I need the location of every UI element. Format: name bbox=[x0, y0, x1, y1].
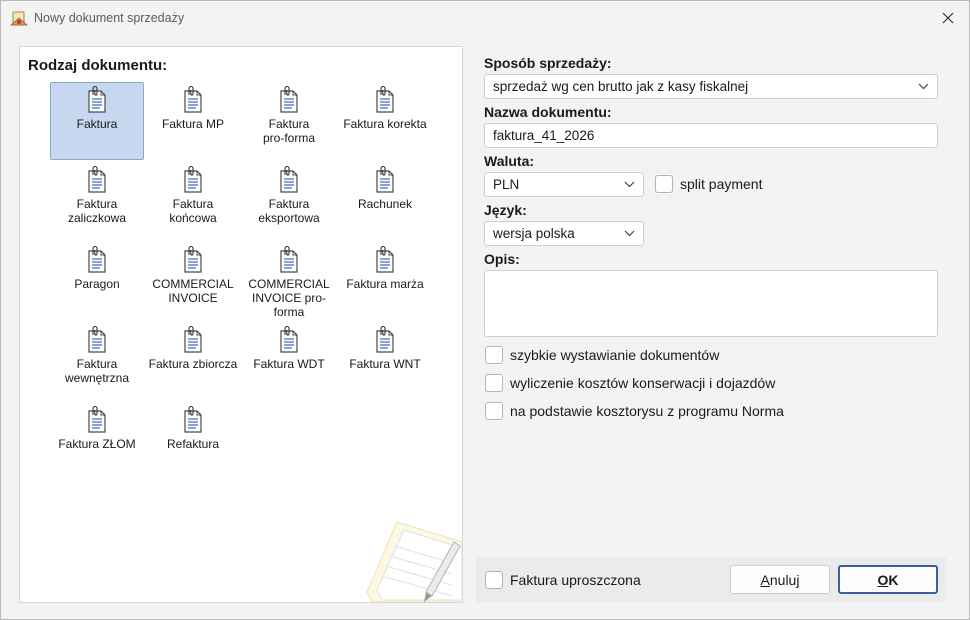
notepad-pen-icon bbox=[342, 482, 462, 602]
doc-name-label: Nazwa dokumentu: bbox=[484, 104, 612, 120]
description-textarea[interactable] bbox=[484, 270, 938, 337]
chevron-down-icon bbox=[918, 82, 929, 91]
document-clip-icon bbox=[87, 326, 107, 354]
document-clip-icon bbox=[279, 326, 299, 354]
document-type-tile[interactable] bbox=[242, 162, 336, 240]
language-select[interactable] bbox=[484, 221, 644, 246]
document-type-label: Faktura zbiorcza bbox=[148, 357, 238, 371]
document-type-tile[interactable] bbox=[146, 322, 240, 400]
option-fast-issue[interactable] bbox=[485, 345, 719, 365]
document-type-tile[interactable] bbox=[242, 82, 336, 160]
document-clip-icon bbox=[279, 246, 299, 274]
split-payment-box[interactable] bbox=[655, 175, 673, 193]
document-type-tile[interactable] bbox=[338, 322, 432, 400]
document-type-label: Faktura zaliczkowa bbox=[67, 197, 127, 225]
document-type-tile[interactable] bbox=[50, 402, 144, 480]
document-clip-icon bbox=[279, 86, 299, 114]
window-title: Nowy dokument sprzedaży bbox=[34, 11, 185, 25]
simplified-invoice-box[interactable] bbox=[485, 571, 503, 589]
chevron-down-icon bbox=[624, 229, 635, 238]
option-maintenance-costs[interactable] bbox=[485, 373, 775, 393]
option-fast-issue-label: szybkie wystawianie dokumentów bbox=[510, 347, 720, 363]
document-type-tile[interactable] bbox=[242, 322, 336, 400]
document-type-label: COMMERCIAL INVOICE bbox=[152, 277, 234, 305]
document-type-label: Faktura końcowa bbox=[169, 197, 217, 225]
document-type-label: Faktura bbox=[76, 117, 118, 131]
chevron-down-icon bbox=[624, 180, 635, 189]
document-clip-icon bbox=[183, 406, 203, 434]
document-clip-icon bbox=[87, 86, 107, 114]
app-icon bbox=[10, 10, 28, 28]
doc-name-value: faktura_41_2026 bbox=[493, 128, 595, 143]
currency-value: PLN bbox=[493, 177, 520, 192]
footer-bar bbox=[476, 557, 946, 602]
option-maintenance-costs-box[interactable] bbox=[485, 374, 503, 392]
ok-button[interactable] bbox=[838, 565, 938, 594]
ok-rest: K bbox=[888, 571, 899, 588]
option-maintenance-costs-label: wyliczenie kosztów konserwacji i dojazdów bbox=[510, 375, 776, 391]
doc-name-input[interactable] bbox=[484, 123, 938, 148]
cancel-button[interactable] bbox=[730, 565, 830, 594]
document-type-label: Faktura WNT bbox=[349, 357, 421, 371]
simplified-invoice-label: Faktura uproszczona bbox=[510, 572, 641, 588]
close-icon bbox=[942, 12, 954, 24]
document-clip-icon bbox=[87, 406, 107, 434]
document-type-label: Faktura ZŁOM bbox=[58, 437, 136, 451]
split-payment-label: split payment bbox=[680, 176, 763, 192]
document-type-heading: Rodzaj dokumentu: bbox=[28, 57, 168, 74]
document-clip-icon bbox=[375, 326, 395, 354]
document-type-label: Faktura eksportowa bbox=[258, 197, 320, 225]
document-type-grid bbox=[50, 82, 450, 482]
sale-method-select[interactable] bbox=[484, 74, 938, 99]
cancel-accel: A bbox=[760, 571, 770, 588]
document-type-label: Refaktura bbox=[166, 437, 220, 451]
document-type-tile[interactable] bbox=[146, 402, 240, 480]
option-norma-estimate[interactable] bbox=[485, 401, 784, 421]
currency-label: Waluta: bbox=[484, 153, 535, 169]
document-type-label: Faktura wewnętrzna bbox=[64, 357, 130, 385]
sale-method-value: sprzedaż wg cen brutto jak z kasy fiskalnej bbox=[493, 79, 749, 94]
document-type-panel bbox=[19, 46, 463, 603]
document-clip-icon bbox=[183, 246, 203, 274]
document-type-label: Faktura marża bbox=[346, 277, 424, 291]
document-clip-icon bbox=[183, 326, 203, 354]
document-type-tile[interactable] bbox=[50, 82, 144, 160]
document-clip-icon bbox=[183, 86, 203, 114]
document-type-label: Faktura pro-forma bbox=[262, 117, 315, 145]
document-type-tile[interactable] bbox=[242, 242, 336, 320]
simplified-invoice-checkbox[interactable] bbox=[485, 570, 641, 590]
document-type-tile[interactable] bbox=[146, 82, 240, 160]
language-value: wersja polska bbox=[493, 226, 575, 241]
document-type-tile[interactable] bbox=[146, 242, 240, 320]
document-type-label: Faktura korekta bbox=[343, 117, 427, 131]
language-label: Język: bbox=[484, 202, 527, 218]
document-type-tile[interactable] bbox=[338, 242, 432, 320]
document-type-tile[interactable] bbox=[338, 82, 432, 160]
title-bar bbox=[1, 1, 969, 37]
document-type-tile[interactable] bbox=[50, 242, 144, 320]
document-clip-icon bbox=[87, 246, 107, 274]
document-type-tile[interactable] bbox=[50, 322, 144, 400]
document-type-tile[interactable] bbox=[50, 162, 144, 240]
option-norma-estimate-box[interactable] bbox=[485, 402, 503, 420]
document-clip-icon bbox=[183, 166, 203, 194]
split-payment-checkbox[interactable] bbox=[655, 174, 762, 194]
currency-select[interactable] bbox=[484, 172, 644, 197]
ok-accel: O bbox=[877, 571, 889, 588]
document-clip-icon bbox=[375, 246, 395, 274]
document-type-label: Rachunek bbox=[357, 197, 413, 211]
description-label: Opis: bbox=[484, 251, 520, 267]
sale-method-label: Sposób sprzedaży: bbox=[484, 55, 612, 71]
document-clip-icon bbox=[375, 86, 395, 114]
document-type-tile[interactable] bbox=[338, 162, 432, 240]
option-fast-issue-box[interactable] bbox=[485, 346, 503, 364]
document-type-label: Faktura MP bbox=[161, 117, 224, 131]
document-type-label: COMMERCIAL INVOICE pro- forma bbox=[248, 277, 330, 319]
close-button[interactable] bbox=[935, 5, 961, 31]
cancel-rest: nuluj bbox=[769, 571, 800, 588]
document-type-label: Paragon bbox=[74, 277, 120, 291]
document-clip-icon bbox=[87, 166, 107, 194]
document-clip-icon bbox=[375, 166, 395, 194]
option-norma-estimate-label: na podstawie kosztorysu z programu Norma bbox=[510, 403, 784, 419]
document-clip-icon bbox=[279, 166, 299, 194]
document-type-label: Faktura WDT bbox=[253, 357, 325, 371]
document-type-tile[interactable] bbox=[146, 162, 240, 240]
